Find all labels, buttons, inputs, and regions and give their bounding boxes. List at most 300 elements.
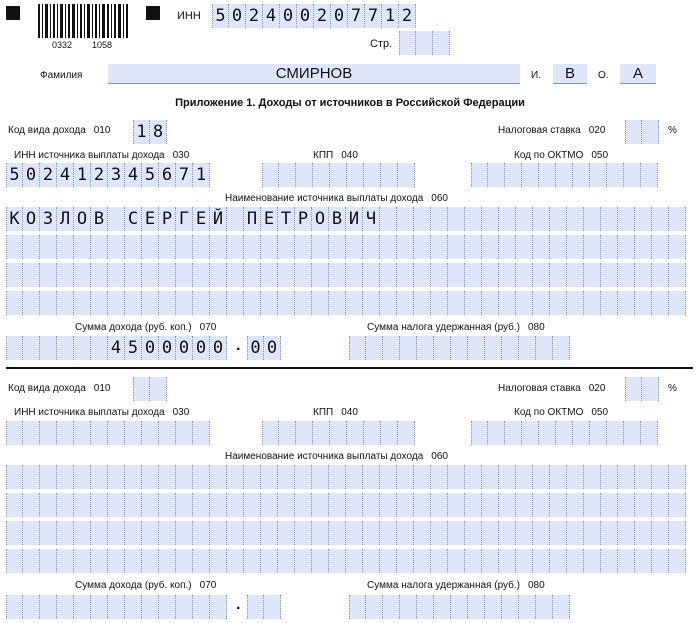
- char-cell: [618, 521, 635, 545]
- char-cell: [346, 291, 363, 315]
- char-cell: [159, 521, 176, 545]
- payer-name-line-2[interactable]: [6, 493, 686, 517]
- char-cell: [641, 163, 658, 187]
- payer-inn-label: ИНН источника выплаты дохода 030: [14, 150, 190, 161]
- char-cell: 2: [246, 4, 263, 28]
- char-cell: 0: [280, 4, 297, 28]
- char-cell: [669, 493, 686, 517]
- char-cell: [584, 207, 601, 231]
- char-cell: [57, 336, 74, 360]
- char-cell: [618, 549, 635, 573]
- char-cell: [618, 493, 635, 517]
- char-cell: Р: [159, 207, 176, 231]
- char-cell: 0: [331, 4, 348, 28]
- kpp-field[interactable]: [262, 163, 415, 187]
- tax-withheld-field[interactable]: [349, 595, 570, 619]
- char-cell: [346, 493, 363, 517]
- char-cell: [346, 263, 363, 287]
- char-cell: [516, 263, 533, 287]
- char-cell: [125, 235, 142, 259]
- payer-inn-label: ИНН источника выплаты дохода 030: [14, 407, 190, 418]
- char-cell: [397, 465, 414, 489]
- barcode-image: [38, 4, 128, 38]
- payer-inn-field[interactable]: [6, 421, 210, 445]
- char-cell: [601, 263, 618, 287]
- char-cell: [142, 595, 159, 619]
- inn-field[interactable]: [212, 4, 416, 28]
- char-cell: Е: [193, 207, 210, 231]
- char-cell: [465, 291, 482, 315]
- char-cell: [607, 421, 624, 445]
- char-cell: [244, 263, 261, 287]
- char-cell: [431, 493, 448, 517]
- decimal-point: .: [236, 337, 241, 354]
- char-cell: [635, 521, 652, 545]
- char-cell: [125, 421, 142, 445]
- page-title: Приложение 1. Доходы от источников в Российской Федерации: [175, 97, 525, 109]
- char-cell: 0: [193, 336, 210, 360]
- char-cell: [278, 235, 295, 259]
- char-cell: [433, 31, 450, 55]
- char-cell: [567, 263, 584, 287]
- surname-field[interactable]: СМИРНОВ: [108, 64, 520, 84]
- page-number-field[interactable]: [399, 31, 450, 55]
- payer-name-line-4[interactable]: [6, 549, 686, 573]
- char-cell: [278, 493, 295, 517]
- char-cell: [210, 521, 227, 545]
- char-cell: [434, 595, 451, 619]
- char-cell: 0: [159, 336, 176, 360]
- char-cell: [176, 235, 193, 259]
- char-cell: 1: [193, 163, 210, 187]
- char-cell: [414, 263, 431, 287]
- char-cell: С: [125, 207, 142, 231]
- char-cell: [91, 465, 108, 489]
- char-cell: [40, 336, 57, 360]
- char-cell: [6, 521, 23, 545]
- char-cell: [397, 521, 414, 545]
- char-cell: [210, 549, 227, 573]
- char-cell: [329, 235, 346, 259]
- char-cell: [346, 521, 363, 545]
- char-cell: [349, 336, 366, 360]
- char-cell: [499, 549, 516, 573]
- char-cell: [142, 465, 159, 489]
- char-cell: [57, 421, 74, 445]
- char-cell: Й: [210, 207, 227, 231]
- initial-i-field[interactable]: В: [553, 64, 587, 84]
- char-cell: [652, 263, 669, 287]
- char-cell: [329, 493, 346, 517]
- char-cell: [380, 291, 397, 315]
- char-cell: [313, 163, 330, 187]
- char-cell: [261, 521, 278, 545]
- char-cell: [142, 549, 159, 573]
- char-cell: [347, 421, 364, 445]
- char-cell: [23, 521, 40, 545]
- char-cell: 4: [125, 163, 142, 187]
- char-cell: [550, 521, 567, 545]
- char-cell: [295, 493, 312, 517]
- char-cell: [451, 595, 468, 619]
- char-cell: [499, 521, 516, 545]
- char-cell: [567, 549, 584, 573]
- char-cell: [482, 207, 499, 231]
- char-cell: [312, 465, 329, 489]
- char-cell: [416, 31, 433, 55]
- char-cell: [400, 336, 417, 360]
- payer-name-label: Наименование источника выплаты дохода 060: [225, 451, 448, 462]
- char-cell: [519, 336, 536, 360]
- char-cell: [448, 207, 465, 231]
- char-cell: [261, 291, 278, 315]
- char-cell: [397, 549, 414, 573]
- char-cell: [414, 521, 431, 545]
- char-cell: 2: [91, 163, 108, 187]
- char-cell: 1: [382, 4, 399, 28]
- income-code-field[interactable]: [133, 377, 167, 401]
- char-cell: [312, 493, 329, 517]
- char-cell: [363, 291, 380, 315]
- tax-withheld-field[interactable]: [349, 336, 570, 360]
- char-cell: [533, 207, 550, 231]
- char-cell: [91, 336, 108, 360]
- char-cell: [159, 549, 176, 573]
- char-cell: [601, 521, 618, 545]
- char-cell: [142, 235, 159, 259]
- tax-rate-field[interactable]: [625, 377, 659, 401]
- char-cell: [193, 263, 210, 287]
- char-cell: Р: [295, 207, 312, 231]
- char-cell: [635, 207, 652, 231]
- char-cell: [159, 291, 176, 315]
- oktmo-field[interactable]: [471, 163, 658, 187]
- char-cell: [556, 163, 573, 187]
- char-cell: 3: [108, 163, 125, 187]
- char-cell: 0: [210, 336, 227, 360]
- char-cell: [363, 493, 380, 517]
- char-cell: [364, 421, 381, 445]
- char-cell: [40, 263, 57, 287]
- char-cell: [465, 263, 482, 287]
- char-cell: [431, 549, 448, 573]
- char-cell: [159, 235, 176, 259]
- char-cell: [193, 465, 210, 489]
- char-cell: [431, 235, 448, 259]
- char-cell: [584, 493, 601, 517]
- payer-name-line-3[interactable]: [6, 263, 686, 287]
- char-cell: [227, 465, 244, 489]
- char-cell: [652, 291, 669, 315]
- char-cell: [625, 377, 642, 401]
- char-cell: [295, 235, 312, 259]
- char-cell: [448, 465, 465, 489]
- char-cell: [176, 549, 193, 573]
- oktmo-field[interactable]: [471, 421, 658, 445]
- char-cell: [499, 465, 516, 489]
- kpp-label: КПП 040: [313, 150, 358, 161]
- surname-label: Фамилия: [40, 70, 83, 81]
- char-cell: [40, 493, 57, 517]
- char-cell: [482, 263, 499, 287]
- char-cell: 2: [40, 163, 57, 187]
- char-cell: [584, 465, 601, 489]
- char-cell: 8: [150, 120, 167, 144]
- char-cell: [397, 207, 414, 231]
- char-cell: 1: [133, 120, 150, 144]
- payer-inn-field[interactable]: [6, 163, 210, 187]
- char-cell: [488, 421, 505, 445]
- char-cell: [346, 235, 363, 259]
- char-cell: В: [91, 207, 108, 231]
- char-cell: [642, 120, 659, 144]
- char-cell: [618, 263, 635, 287]
- char-cell: 4: [263, 4, 280, 28]
- char-cell: [380, 521, 397, 545]
- char-cell: [505, 421, 522, 445]
- char-cell: [193, 291, 210, 315]
- char-cell: [550, 207, 567, 231]
- char-cell: [448, 291, 465, 315]
- initial-o-label: О.: [598, 70, 609, 81]
- char-cell: [502, 595, 519, 619]
- char-cell: 0: [247, 336, 264, 360]
- char-cell: [380, 493, 397, 517]
- char-cell: [57, 493, 74, 517]
- char-cell: [485, 336, 502, 360]
- char-cell: [176, 493, 193, 517]
- char-cell: [567, 521, 584, 545]
- char-cell: [133, 377, 150, 401]
- char-cell: [244, 521, 261, 545]
- char-cell: [601, 493, 618, 517]
- char-cell: Е: [142, 207, 159, 231]
- char-cell: [363, 263, 380, 287]
- char-cell: [669, 549, 686, 573]
- char-cell: В: [329, 207, 346, 231]
- char-cell: [91, 421, 108, 445]
- char-cell: [468, 336, 485, 360]
- char-cell: [159, 465, 176, 489]
- char-cell: [397, 493, 414, 517]
- char-cell: [40, 521, 57, 545]
- char-cell: [74, 465, 91, 489]
- income-code-field[interactable]: [133, 120, 167, 144]
- char-cell: [550, 549, 567, 573]
- char-cell: [23, 421, 40, 445]
- char-cell: [57, 263, 74, 287]
- char-cell: [91, 235, 108, 259]
- char-cell: [176, 291, 193, 315]
- char-cell: [159, 263, 176, 287]
- char-cell: [482, 521, 499, 545]
- char-cell: [482, 549, 499, 573]
- char-cell: [40, 421, 57, 445]
- char-cell: [381, 163, 398, 187]
- char-cell: [553, 595, 570, 619]
- char-cell: [380, 549, 397, 573]
- char-cell: [499, 493, 516, 517]
- char-cell: [74, 521, 91, 545]
- char-cell: [584, 263, 601, 287]
- char-cell: [57, 465, 74, 489]
- char-cell: [536, 595, 553, 619]
- char-cell: [159, 595, 176, 619]
- char-cell: [278, 263, 295, 287]
- payer-name-line-1[interactable]: [6, 465, 686, 489]
- income-sum-rubles-field[interactable]: [6, 336, 227, 360]
- char-cell: [227, 207, 244, 231]
- char-cell: [261, 465, 278, 489]
- char-cell: [502, 336, 519, 360]
- char-cell: [550, 235, 567, 259]
- char-cell: [533, 263, 550, 287]
- char-cell: [244, 235, 261, 259]
- char-cell: [244, 291, 261, 315]
- char-cell: [142, 493, 159, 517]
- char-cell: [278, 465, 295, 489]
- char-cell: [482, 493, 499, 517]
- char-cell: [23, 263, 40, 287]
- char-cell: [641, 421, 658, 445]
- char-cell: [108, 595, 125, 619]
- char-cell: [431, 521, 448, 545]
- char-cell: К: [6, 207, 23, 231]
- char-cell: [397, 235, 414, 259]
- char-cell: [533, 465, 550, 489]
- payer-name-line-4[interactable]: [6, 291, 686, 315]
- char-cell: 0: [264, 336, 281, 360]
- char-cell: [584, 291, 601, 315]
- char-cell: [550, 493, 567, 517]
- char-cell: [176, 421, 193, 445]
- char-cell: [295, 465, 312, 489]
- char-cell: [567, 493, 584, 517]
- char-cell: [74, 291, 91, 315]
- char-cell: [108, 549, 125, 573]
- char-cell: [400, 595, 417, 619]
- char-cell: [414, 235, 431, 259]
- char-cell: [471, 421, 488, 445]
- char-cell: [516, 549, 533, 573]
- char-cell: 4: [108, 336, 125, 360]
- char-cell: 2: [399, 4, 416, 28]
- char-cell: [278, 549, 295, 573]
- char-cell: [91, 263, 108, 287]
- char-cell: [485, 595, 502, 619]
- char-cell: [573, 421, 590, 445]
- char-cell: [414, 549, 431, 573]
- initial-o-field[interactable]: А: [620, 64, 656, 84]
- char-cell: [624, 421, 641, 445]
- char-cell: 7: [365, 4, 382, 28]
- char-cell: [108, 421, 125, 445]
- char-cell: [516, 493, 533, 517]
- char-cell: [550, 291, 567, 315]
- char-cell: [448, 493, 465, 517]
- char-cell: [40, 291, 57, 315]
- char-cell: [669, 263, 686, 287]
- payer-name-line-3[interactable]: [6, 521, 686, 545]
- char-cell: [261, 235, 278, 259]
- page-label: Стр.: [370, 38, 393, 50]
- char-cell: [193, 421, 210, 445]
- payer-name-label: Наименование источника выплаты дохода 060: [225, 193, 448, 204]
- char-cell: [550, 263, 567, 287]
- char-cell: [108, 521, 125, 545]
- char-cell: О: [312, 207, 329, 231]
- char-cell: [414, 493, 431, 517]
- char-cell: [383, 595, 400, 619]
- char-cell: [533, 235, 550, 259]
- char-cell: 5: [6, 163, 23, 187]
- char-cell: [652, 235, 669, 259]
- char-cell: [669, 465, 686, 489]
- char-cell: [74, 493, 91, 517]
- char-cell: [550, 465, 567, 489]
- char-cell: [601, 465, 618, 489]
- char-cell: [91, 595, 108, 619]
- char-cell: [465, 521, 482, 545]
- char-cell: [108, 291, 125, 315]
- char-cell: [366, 595, 383, 619]
- char-cell: [398, 421, 415, 445]
- char-cell: [482, 291, 499, 315]
- char-cell: [244, 493, 261, 517]
- payer-name-line-1[interactable]: [6, 207, 686, 231]
- tax-rate-field[interactable]: [625, 120, 659, 144]
- char-cell: [329, 465, 346, 489]
- char-cell: 0: [142, 336, 159, 360]
- payer-name-line-2[interactable]: [6, 235, 686, 259]
- char-cell: [652, 493, 669, 517]
- char-cell: [607, 163, 624, 187]
- char-cell: [6, 263, 23, 287]
- income-sum-kopecks-field[interactable]: [247, 336, 281, 360]
- char-cell: [567, 235, 584, 259]
- income-sum-kopecks-field[interactable]: [247, 595, 281, 619]
- char-cell: [584, 549, 601, 573]
- char-cell: [91, 291, 108, 315]
- char-cell: [346, 465, 363, 489]
- char-cell: [296, 163, 313, 187]
- char-cell: [499, 263, 516, 287]
- income-code-label: Код вида дохода 010: [8, 383, 111, 394]
- kpp-field[interactable]: [262, 421, 415, 445]
- char-cell: 0: [297, 4, 314, 28]
- char-cell: [227, 235, 244, 259]
- income-sum-rubles-field[interactable]: [6, 595, 227, 619]
- char-cell: [652, 465, 669, 489]
- char-cell: [573, 163, 590, 187]
- char-cell: [142, 521, 159, 545]
- char-cell: [567, 207, 584, 231]
- char-cell: 0: [229, 4, 246, 28]
- char-cell: [635, 291, 652, 315]
- char-cell: [142, 291, 159, 315]
- char-cell: [108, 465, 125, 489]
- char-cell: [618, 291, 635, 315]
- char-cell: [601, 235, 618, 259]
- char-cell: [125, 263, 142, 287]
- char-cell: [669, 291, 686, 315]
- char-cell: [431, 263, 448, 287]
- char-cell: [346, 549, 363, 573]
- char-cell: [108, 263, 125, 287]
- char-cell: [635, 549, 652, 573]
- char-cell: [40, 595, 57, 619]
- char-cell: [247, 595, 264, 619]
